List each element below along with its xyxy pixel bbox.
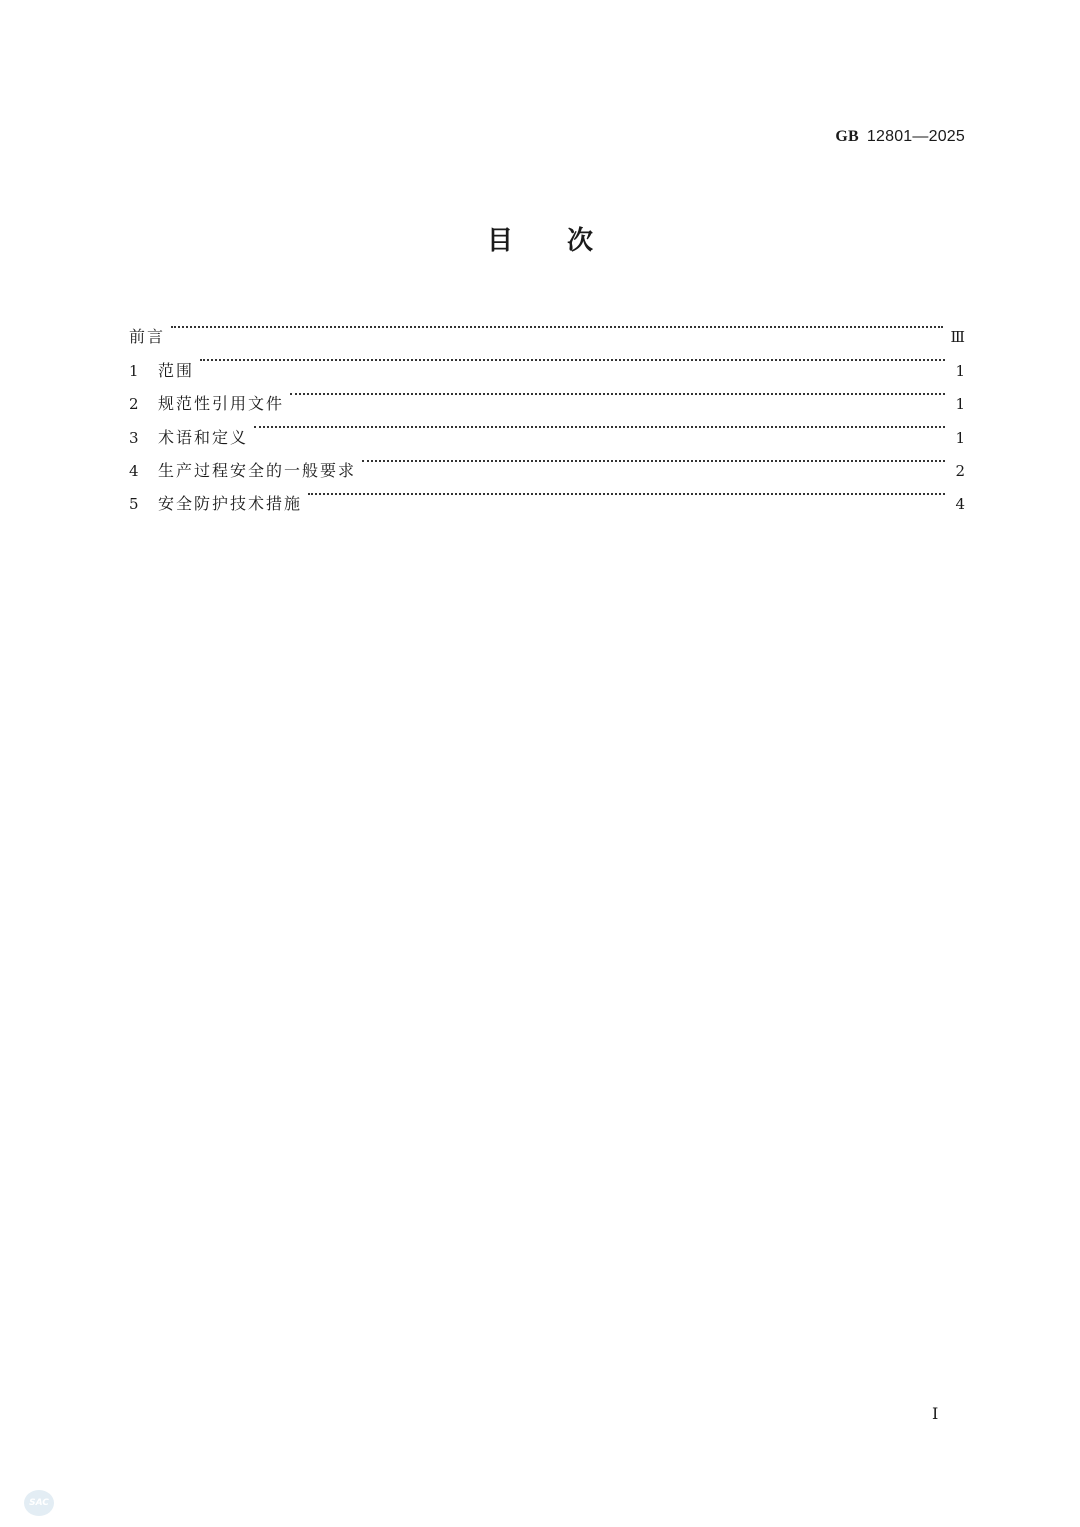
toc-entry-label: 生产过程安全的一般要求 bbox=[158, 460, 357, 480]
page-title: 目次 bbox=[486, 226, 647, 256]
toc-entry-1[interactable] bbox=[129, 342, 965, 380]
toc-entry-label: 安全防护技术措施 bbox=[158, 494, 303, 514]
toc-entry-page: Ⅲ bbox=[950, 328, 965, 347]
toc-entry-3[interactable] bbox=[129, 409, 965, 447]
standard-code bbox=[835, 128, 965, 146]
toc-dot-leader bbox=[362, 443, 945, 476]
toc-entry-label: 范围 bbox=[158, 360, 195, 380]
sac-watermark-logo: SAC bbox=[24, 1490, 54, 1516]
toc-entry-foreword[interactable] bbox=[129, 309, 965, 347]
toc-entry-page: 1 bbox=[955, 428, 965, 447]
toc-entry-page: 4 bbox=[955, 495, 965, 514]
toc-entry-page: 2 bbox=[955, 461, 965, 480]
page-number: I bbox=[932, 1404, 939, 1423]
toc-entry-label: 规范性引用文件 bbox=[158, 394, 285, 414]
toc-dot-leader bbox=[290, 376, 945, 409]
toc-entry-number: 2 bbox=[129, 395, 139, 414]
toc-dot-leader bbox=[171, 309, 943, 342]
standard-number: 12801—2025 bbox=[866, 128, 965, 145]
toc-entry-2[interactable] bbox=[129, 376, 965, 414]
toc-entry-number: 1 bbox=[129, 361, 139, 380]
toc-dot-leader bbox=[254, 409, 945, 442]
toc-entry-4[interactable] bbox=[129, 443, 965, 480]
toc-entry-label: 术语和定义 bbox=[158, 427, 249, 447]
toc-entry-page: 1 bbox=[955, 395, 965, 414]
toc-entry-number: 3 bbox=[129, 428, 139, 447]
toc-entry-page: 1 bbox=[955, 361, 965, 380]
toc-dot-leader bbox=[308, 476, 945, 509]
toc-entry-label: 前言 bbox=[129, 327, 166, 347]
standard-prefix: GB bbox=[835, 128, 859, 145]
toc-entry-number: 4 bbox=[129, 461, 139, 480]
table-of-contents bbox=[129, 309, 965, 514]
toc-entry-number: 5 bbox=[129, 495, 139, 514]
toc-dot-leader bbox=[200, 342, 945, 375]
